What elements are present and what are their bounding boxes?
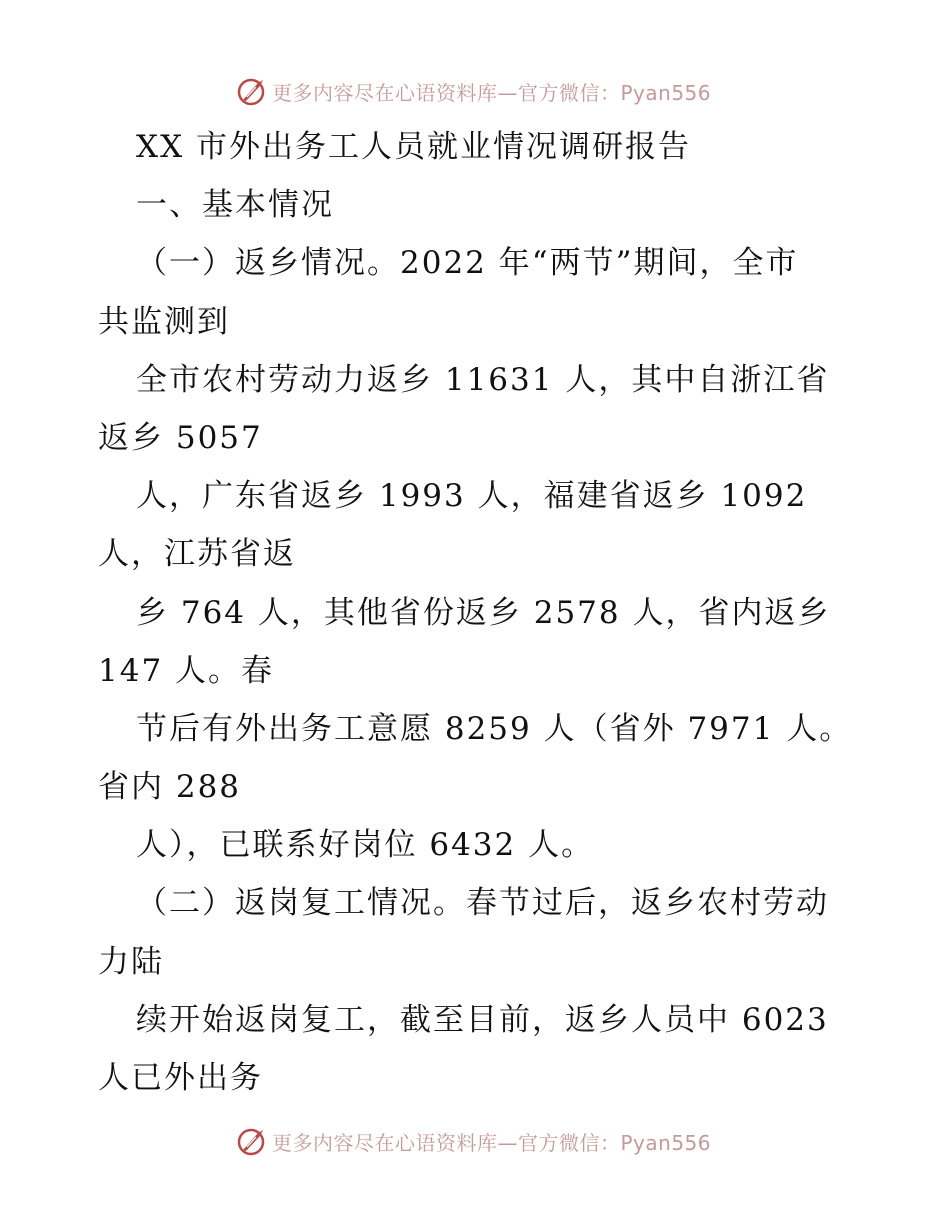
paragraph-line: 人已外出务 (98, 1060, 263, 1096)
paragraph-line: 共监测到 (98, 303, 230, 340)
paragraph-line: （一）返乡情况。2022 年“两节”期间，全市 (136, 245, 799, 282)
document-title: XX 市外出务工人员就业情况调研报告 (136, 129, 691, 165)
paragraph-line: 人，广东省返乡 1993 人，福建省返乡 1092 (136, 478, 808, 515)
document-body (98, 118, 858, 1107)
paragraph-line: 乡 764 人，其他省份返乡 2578 人，省内返乡 (136, 594, 831, 631)
watermark-banner-bottom (236, 1124, 711, 1158)
section-heading: 一、基本情况 (136, 187, 334, 224)
paragraph-line: 人，江苏省返 (98, 536, 296, 573)
quill-pen-logo-icon (236, 75, 268, 107)
paragraph-line: 力陆 (98, 943, 164, 980)
paragraph-line: 省内 288 (98, 769, 242, 806)
paragraph-line: （二）返岗复工情况。春节过后，返乡农村劳动 (136, 885, 829, 922)
paragraph-line: 人），已联系好岗位 6432 人。 (136, 827, 595, 864)
watermark-text: 更多内容尽在心语资料库—官方微信：Pyan556 (272, 1130, 712, 1155)
paragraph-line: 续开始返岗复工，截至目前，返乡人员中 6023 (136, 1001, 829, 1038)
watermark-text: 更多内容尽在心语资料库—官方微信：Pyan556 (272, 80, 712, 105)
paragraph-line: 节后有外出务工意愿 8259 人（省外 7971 人。 (136, 710, 853, 747)
paragraph-line: 全市农村劳动力返乡 11631 人，其中自浙江省 (136, 361, 830, 398)
paragraph-line: 返乡 5057 (98, 419, 263, 456)
paragraph-line: 147 人。春 (98, 652, 275, 689)
watermark-banner-top (236, 74, 711, 108)
quill-pen-logo-icon (236, 1125, 268, 1157)
